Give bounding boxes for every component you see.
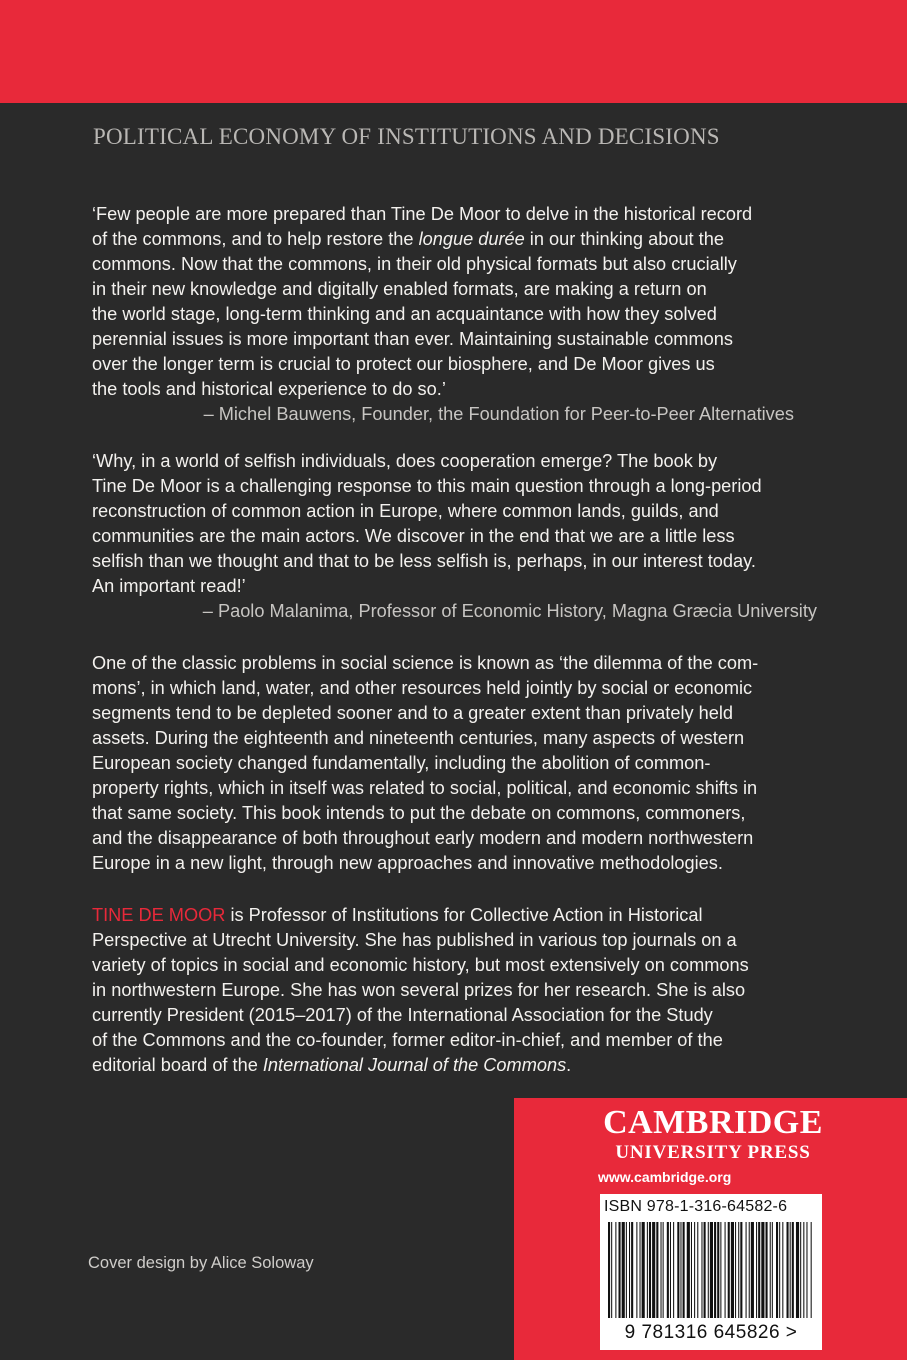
publisher-box (514, 1098, 907, 1360)
bio-line: variety of topics in social and economic history, but most extensively on commons (92, 955, 749, 975)
barcode-bar (704, 1222, 706, 1318)
barcode-bar (710, 1222, 713, 1318)
barcode-bar (708, 1222, 709, 1318)
barcode-bar (647, 1222, 648, 1318)
barcode-bar (687, 1222, 690, 1318)
top-red-band (0, 0, 907, 103)
publisher-url: www.cambridge.org (598, 1169, 732, 1185)
quote-line: over the longer term is crucial to protect our biosphere, and De Moor gives us (92, 354, 715, 374)
quote-line: of the commons, and to help restore the longue durée in our thinking about the (92, 229, 724, 249)
description-line: assets. During the eighteenth and nineteenth centuries, many aspects of western (92, 728, 745, 748)
quote-attribution: – Michel Bauwens, Founder, the Foundation for Peer-to-Peer Alternatives (203, 404, 794, 424)
bio-line: of the Commons and the co-founder, former editor-in-chief, and member of the (92, 1030, 723, 1050)
quote-attribution: – Paolo Malanima, Professor of Economic History, Magna Græcia University (202, 601, 817, 621)
bio-line: Perspective at Utrecht University. She has published in various top journals on a (92, 930, 737, 950)
barcode-bar (714, 1222, 716, 1318)
barcode-bar (673, 1222, 674, 1318)
barcode-bar (790, 1222, 791, 1318)
quote-line: selfish than we thought and that to be less selfish is, perhaps, in our interest today. (92, 551, 756, 571)
quote-line: ‘Why, in a world of selfish individuals, does cooperation emerge? The book by (92, 451, 718, 471)
barcode-bar (615, 1222, 616, 1318)
barcode-bar (731, 1222, 734, 1318)
barcode-bar (622, 1222, 625, 1318)
emphasis-text: longue durée (418, 229, 525, 249)
quote-line: commons. Now that the commons, in their old physical formats but also crucially (92, 254, 737, 274)
description-line: and the disappearance of both throughout early modern and modern northwestern (92, 828, 754, 848)
cover-design-credit: Cover design by Alice Soloway (88, 1254, 314, 1272)
quote-line: ‘Few people are more prepared than Tine De Moor to delve in the historical record (92, 204, 753, 224)
isbn-label: ISBN 978-1-316-64582-6 (604, 1198, 788, 1215)
barcode-bar (697, 1222, 698, 1318)
quote-line: in their new knowledge and digitally enabled formats, are making a return on (92, 279, 707, 299)
description-line: property rights, which in itself was related to social, political, and economic shifts in (92, 778, 758, 798)
description-line: mons’, in which land, water, and other resources held jointly by social or economic (92, 678, 753, 698)
quote-line: perennial issues is more important than ever. Maintaining sustainable commons (92, 329, 733, 349)
barcode-bar (652, 1222, 655, 1318)
barcode-bar (740, 1222, 742, 1318)
bio-line: editorial board of the International Journal of the Commons. (92, 1055, 572, 1075)
barcode-bar (608, 1222, 610, 1318)
barcode-bar (776, 1222, 778, 1318)
barcode-bar (694, 1222, 695, 1318)
bio-line: currently President (2015–2017) of the International Association for the Study (92, 1005, 713, 1025)
quote-line: Tine De Moor is a challenging response to this main question through a long-period (92, 476, 762, 496)
author-bio (92, 903, 822, 1078)
barcode-bar (680, 1222, 681, 1318)
publisher-logo-name: CAMBRIDGE (603, 1104, 823, 1141)
barcode-bar (720, 1222, 721, 1318)
description-line: Europe in a new light, through new approaches and innovative methodologies. (92, 853, 723, 873)
barcode-bar (611, 1222, 612, 1318)
bio-line: TINE DE MOOR is Professor of Institutions for Collective Action in Historical (92, 905, 703, 925)
barcode-bar (800, 1222, 801, 1318)
barcode-bar (770, 1222, 771, 1318)
barcode-bar (631, 1222, 633, 1318)
barcode-bar (756, 1222, 757, 1318)
barcode-bar (701, 1222, 702, 1318)
description-line: that same society. This book intends to put the debate on commons, commoners, (92, 803, 746, 823)
barcode-bar (735, 1222, 736, 1318)
barcode-bar (717, 1222, 719, 1318)
quote-line: reconstruction of common action in Europe, where common lands, guilds, and (92, 501, 719, 521)
barcode-bar (636, 1222, 637, 1318)
barcode-bar (796, 1222, 799, 1318)
endorsement-quote-malanima (92, 449, 822, 624)
barcode-bars (606, 1222, 816, 1318)
barcode-bar (683, 1222, 685, 1318)
barcode-bar (670, 1222, 671, 1318)
barcode-panel (600, 1194, 822, 1350)
barcode-bar (642, 1222, 645, 1318)
barcode-bar (803, 1222, 804, 1318)
publisher-logo-subname: UNIVERSITY PRESS (615, 1142, 811, 1163)
barcode-bar (728, 1222, 730, 1318)
barcode-bar (811, 1222, 812, 1318)
quote-line: communities are the main actors. We discover in the end that we are a little less (92, 526, 735, 546)
barcode-bar (746, 1222, 747, 1318)
barcode-bar (640, 1222, 641, 1318)
quote-line: An important read!’ (92, 576, 246, 596)
barcode-bar (626, 1222, 627, 1318)
barcode-bar (691, 1222, 692, 1318)
barcode-bar (772, 1222, 773, 1318)
barcode-bar (667, 1222, 669, 1318)
barcode-bar (649, 1222, 651, 1318)
barcode-bar (656, 1222, 658, 1318)
description-line: European society changed fundamentally, including the abolition of common- (92, 753, 711, 773)
barcode-bar (749, 1222, 750, 1318)
barcode-bar (677, 1222, 679, 1318)
description-line: segments tend to be depleted sooner and to a greater extent than privately held (92, 703, 734, 723)
book-description (92, 651, 822, 876)
quote-line: the world stage, long-term thinking and an acquaintance with how they solved (92, 304, 717, 324)
barcode-bar (619, 1222, 621, 1318)
barcode-bar (806, 1222, 807, 1318)
author-name: TINE DE MOOR (92, 905, 226, 925)
barcode-bar (792, 1222, 794, 1318)
barcode-bar (766, 1222, 768, 1318)
barcode-bar (787, 1222, 789, 1318)
barcode-bar (761, 1222, 764, 1318)
endorsement-quote-bauwens (92, 202, 822, 427)
barcode-bar (779, 1222, 780, 1318)
barcode-bar (661, 1222, 662, 1318)
series-title: POLITICAL ECONOMY OF INSTITUTIONS AND DECISIONS (93, 124, 720, 149)
journal-title: International Journal of the Commons (262, 1055, 567, 1075)
barcode-bar (782, 1222, 783, 1318)
bio-line: in northwestern Europe. She has won several prizes for her research. She is also (92, 980, 746, 1000)
barcode-number: 9 781316 645826 > (624, 1322, 798, 1343)
barcode-bar (758, 1222, 760, 1318)
barcode-bar (751, 1222, 754, 1318)
barcode-bar (738, 1222, 739, 1318)
barcode-bar (725, 1222, 726, 1318)
quote-line: the tools and historical experience to do so.’ (92, 379, 446, 399)
description-line: One of the classic problems in social science is known as ‘the dilemma of the com- (92, 653, 759, 673)
barcode-bar (663, 1222, 664, 1318)
barcode-bar (629, 1222, 630, 1318)
